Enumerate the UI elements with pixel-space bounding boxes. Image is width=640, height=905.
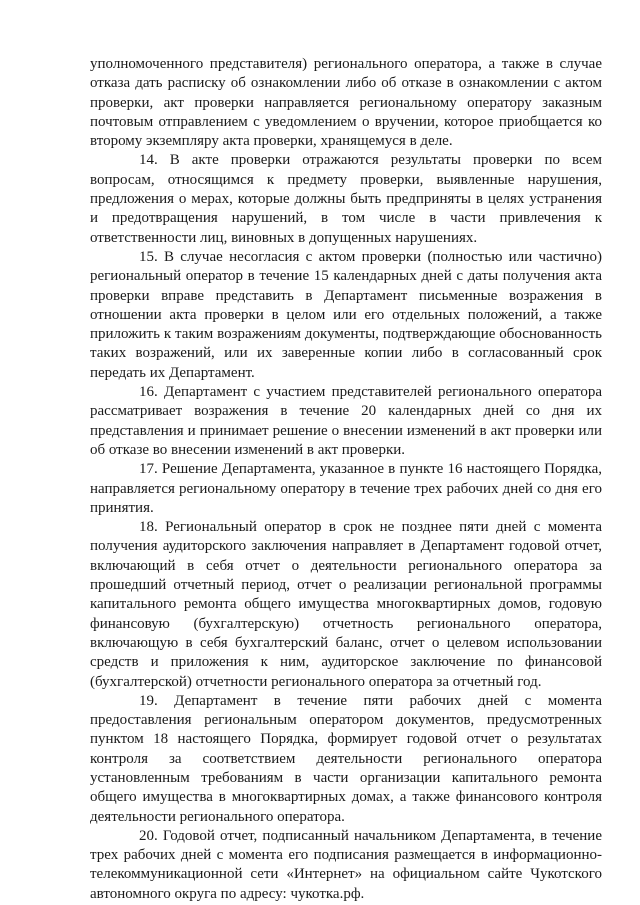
paragraph-19: 19. Департамент в течение пяти рабочих дней с момента предоставления региональным оператором документов, предусмотренных пунктом 18 настоящего Порядка, формирует годовой отчет о результатах контроля за соответствием деятельности регионального оператора установленным требованиям в части организации капитального ремонта общего имущества в многоквартирных домах, а также финансового контроля деятельности регионального оператора. <box>90 692 602 825</box>
paragraph-continuation: уполномоченного представителя) регионального оператора, а также в случае отказа дать расписку об ознакомлении либо об отказе в ознакомлении с актом проверки, акт проверки направляется региональному оператору заказным почтовым отправлением с уведомлением о вручении, которое приобщается ко второму экземпляру акта проверки, хранящемуся в деле. <box>90 56 602 150</box>
paragraph-15: 15. В случае несогласия с актом проверки (полностью или частично) региональный оператор в течение 15 календарных дней с даты получения акта проверки вправе представить в Департамент письменные возражения в отношении акта проверки в целом или его отдельных положений, а также приложить к таким возражениям документы, подтверждающие обоснованность таких возражений, или их заверенные копии либо в согласованный срок передать их Департамент. <box>90 248 602 381</box>
document-page <box>90 55 602 904</box>
paragraph-20: 20. Годовой отчет, подписанный начальником Департамента, в течение трех рабочих дней с момента его подписания размещается в информационно-телекоммуникационной сети «Интернет» на официальном сайте Чукотского автономного округа по адресу: чукотка.рф. <box>90 827 602 902</box>
paragraph-17: 17. Решение Департамента, указанное в пункте 16 настоящего Порядка, направляется региональному оператору в течение трех рабочих дней со дня его принятия. <box>90 461 602 516</box>
paragraph-14: 14. В акте проверки отражаются результаты проверки по всем вопросам, относящимся к предмету проверки, выявленные нарушения, предложения о мерах, которые должны быть предприняты в целях устранения и предотвращения нарушений, в том числе в части привлечения к ответственности лиц, виновных в допущенных нарушениях. <box>90 152 602 246</box>
paragraph-18: 18. Региональный оператор в срок не позднее пяти дней с момента получения аудиторского заключения направляет в Департамент годовой отчет, включающий в себя отчет о деятельности регионального оператора за прошедший отчетный период, отчет о реализации региональной программы капитального ремонта общего имущества многоквартирных домов, годовую финансовую (бухгалтерскую) отчетность регионального оператора, включающую в себя бухгалтерский баланс, отчет о целевом использовании средств и приложения к ним, аудиторское заключение по финансовой (бухгалтерской) отчетности регионального оператора за отчетный год. <box>90 519 602 690</box>
paragraph-16: 16. Департамент с участием представителей регионального оператора рассматривает возражения в течение 20 календарных дней со дня их представления и принимает решение о внесении изменений в акт проверки или об отказе во внесении изменений в акт проверки. <box>90 384 602 458</box>
